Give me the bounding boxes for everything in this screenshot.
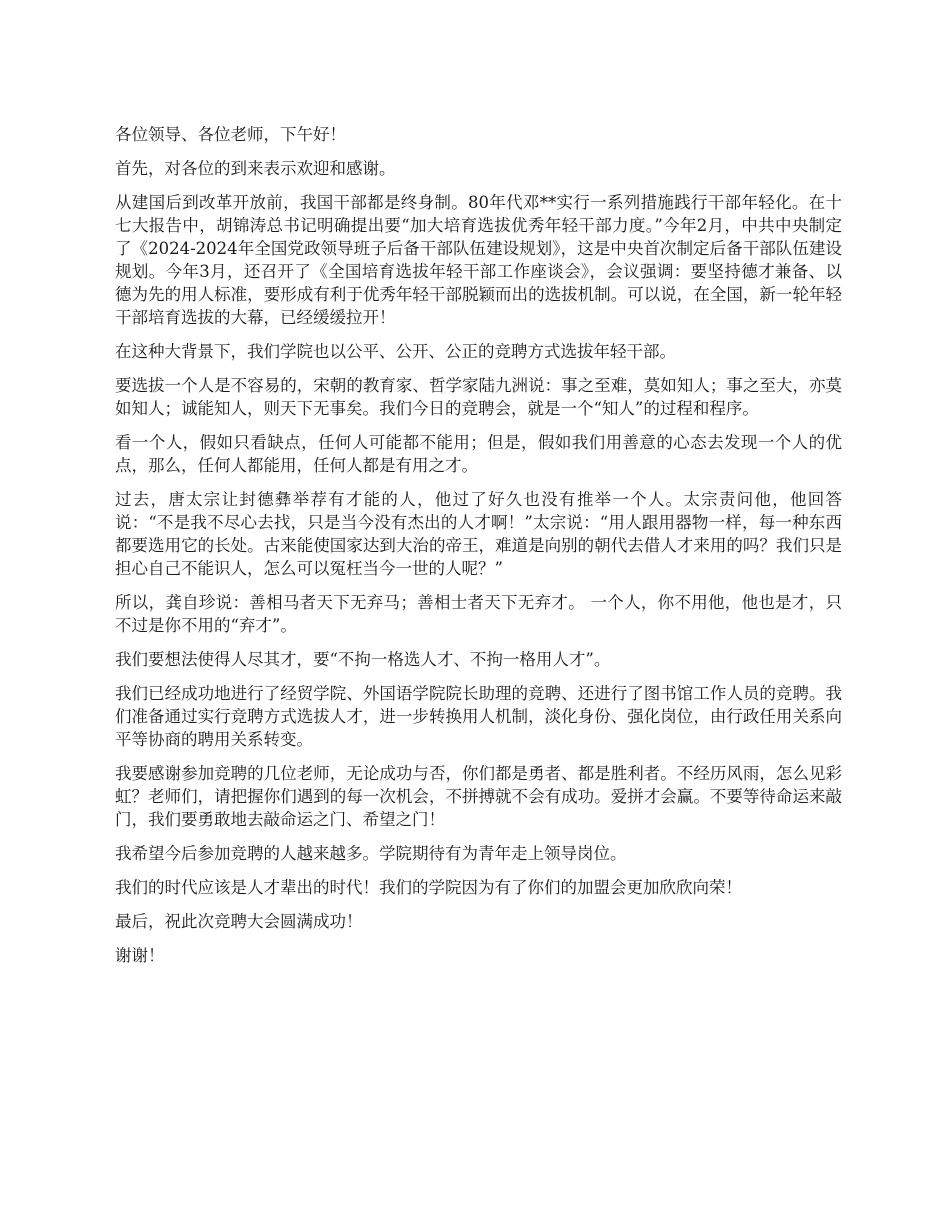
closing-wish-paragraph: 最后，祝此次竞聘大会圆满成功！ bbox=[115, 912, 363, 931]
document-body bbox=[115, 123, 842, 978]
talent-use-paragraph: 我们要想法使得人尽其才，要“不拘一格选人才、不拘一格用人才”。 bbox=[115, 650, 611, 669]
greeting-paragraph: 各位领导、各位老师，下午好！ bbox=[115, 125, 346, 144]
background-paragraph: 从建国后到改革开放前，我国干部都是终身制。80年代邓**实行一系列措施践行干部年轻化。在十七大报告中，胡锦涛总书记明确提出要“加大培育选拔优秀年轻干部力度。”今年2月，中共中央制定了《2024-2024年全国党政领导班子后备干部队伍建设规划》，这是中央首次制定后备干部队伍建设规划。今年3月，还召开了《全国培育选拔年轻干部工作座谈会》，会议强调：要坚持德才兼备、以德为先的用人标准，要形成有利于优秀年轻干部脱颖而出的选拔机制。可以说，在全国，新一轮年轻干部培育选拔的大幕，已经缓缓拉开！ bbox=[115, 193, 842, 327]
hope-paragraph: 我希望今后参加竞聘的人越来越多。学院期待有为青年走上领导岗位。 bbox=[115, 844, 627, 863]
gong-zizhen-paragraph: 所以，龚自珍说：善相马者天下无弃马；善相士者天下无弃才。 一个人，你不用他，他也是才，只不过是你不用的“弃才”。 bbox=[115, 593, 842, 635]
knowing-people-paragraph: 要选拔一个人是不容易的，宋朝的教育家、哲学家陆九洲说：事之至难，莫如知人；事之至大，亦莫如知人；诚能知人，则天下无事矣。我们今日的竞聘会，就是一个“知人”的过程和程序。 bbox=[115, 376, 842, 418]
past-competitions-paragraph: 我们已经成功地进行了经贸学院、外国语学院院长助理的竞聘、还进行了图书馆工作人员的竞聘。我们准备通过实行竞聘方式选拔人才，进一步转换用人机制，淡化身份、强化岗位，由行政任用关系向平等协商的聘用关系转变。 bbox=[115, 684, 842, 749]
tang-taizong-paragraph: 过去，唐太宗让封德彝举荐有才能的人，他过了好久也没有推举一个人。太宗责问他，他回答说：“不是我不尽心去找，只是当今没有杰出的人才啊！”太宗说：“用人跟用器物一样，每一种东西都要选用它的长处。古来能使国家达到大治的帝王，难道是向别的朝代去借人才来用的吗？我们只是担心自己不能识人，怎么可以冤枉当今一世的人呢？” bbox=[115, 490, 842, 578]
era-paragraph: 我们的时代应该是人才辈出的时代！我们的学院因为有了你们的加盟会更加欣欣向荣！ bbox=[115, 878, 742, 897]
thank-you-paragraph: 谢谢！ bbox=[115, 946, 165, 965]
welcome-paragraph: 首先，对各位的到来表示欢迎和感谢。 bbox=[115, 159, 396, 178]
strengths-paragraph: 看一个人，假如只看缺点，任何人可能都不能用；但是，假如我们用善意的心态去发现一个人的优点，那么，任何人都能用，任何人都是有用之才。 bbox=[115, 433, 842, 475]
thanks-teachers-paragraph: 我要感谢参加竞聘的几位老师，无论成功与否，你们都是勇者、都是胜利者。不经历风雨，怎么见彩虹？老师们，请把握你们遇到的每一次机会，不拼搏就不会有成功。爱拼才会赢。不要等待命运来敲门，我们要勇敢地去敲命运之门、希望之门！ bbox=[115, 764, 842, 829]
context-paragraph: 在这种大背景下，我们学院也以公平、公开、公正的竞聘方式选拔年轻干部。 bbox=[115, 342, 676, 361]
